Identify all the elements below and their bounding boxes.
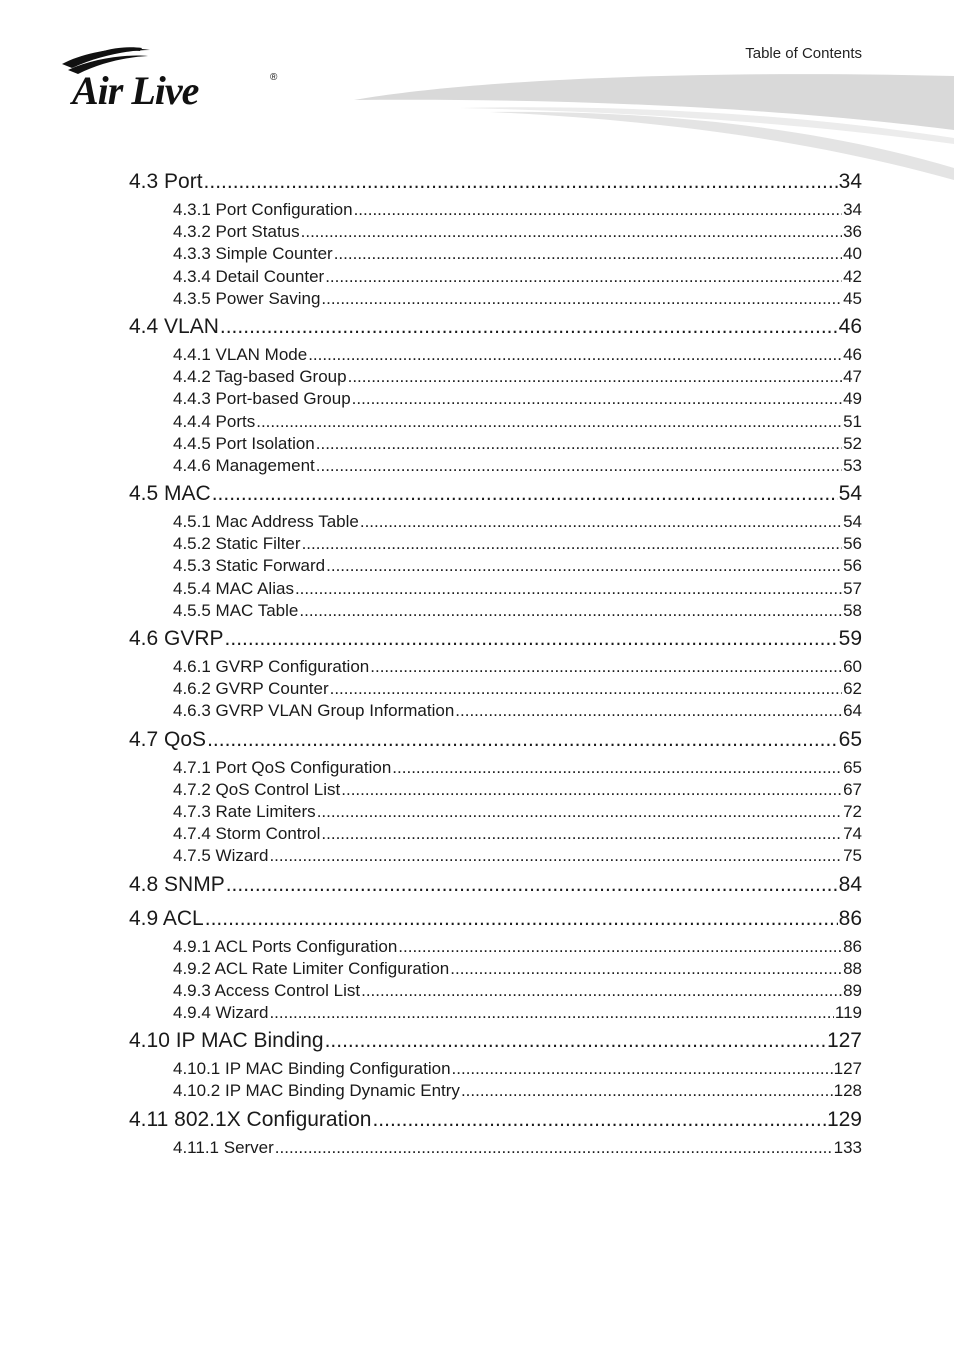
dot-leader bbox=[452, 1058, 833, 1080]
toc-page-number: 60 bbox=[843, 657, 862, 676]
dot-leader bbox=[316, 455, 842, 477]
dot-leader bbox=[256, 411, 842, 433]
dot-leader bbox=[269, 1002, 833, 1024]
toc-subsection-title: 4.3.3 Simple Counter bbox=[173, 244, 333, 264]
toc-section-entry[interactable] bbox=[129, 622, 862, 656]
toc-page-number: 89 bbox=[843, 980, 862, 1000]
toc-subsection-entry[interactable] bbox=[129, 221, 862, 243]
toc-section-entry[interactable] bbox=[129, 310, 862, 344]
toc-subsection-title: 4.4.2 Tag-based Group bbox=[173, 367, 347, 387]
toc-subsection-title: 4.3.1 Port Configuration bbox=[173, 200, 353, 219]
dot-leader bbox=[275, 1137, 833, 1159]
toc-section-title: 4.6 GVRP bbox=[129, 627, 224, 650]
toc-subsection-title: 4.5.3 Static Forward bbox=[173, 556, 326, 576]
toc-page-number: 88 bbox=[843, 958, 862, 978]
toc-section-title: 4.3 Port bbox=[129, 170, 203, 193]
toc-page-number: 40 bbox=[843, 244, 862, 264]
toc-subsection-entry[interactable] bbox=[129, 1002, 862, 1024]
table-of-contents bbox=[129, 165, 862, 1159]
toc-subsection-entry[interactable] bbox=[129, 555, 862, 577]
toc-page-number: 127 bbox=[833, 1059, 862, 1079]
dot-leader bbox=[321, 823, 842, 845]
toc-subsection-title: 4.4.4 Ports bbox=[173, 411, 256, 431]
toc-subsection-title: 4.6.3 GVRP VLAN Group Information bbox=[173, 701, 455, 721]
toc-page-number: 72 bbox=[843, 801, 862, 821]
toc-subsection-entry[interactable] bbox=[129, 757, 862, 779]
toc-subsection-entry[interactable] bbox=[129, 243, 862, 265]
toc-subsection-entry[interactable] bbox=[129, 199, 862, 221]
dot-leader bbox=[308, 344, 842, 366]
toc-subsection-entry[interactable] bbox=[129, 779, 862, 801]
toc-page-number: 58 bbox=[843, 600, 862, 620]
toc-page-number: 52 bbox=[843, 433, 862, 453]
toc-page-number: 84 bbox=[838, 872, 862, 896]
toc-subsection-title: 4.9.4 Wizard bbox=[173, 1003, 269, 1023]
dot-leader bbox=[361, 980, 842, 1002]
dot-leader bbox=[398, 936, 842, 958]
dot-leader bbox=[220, 310, 838, 344]
dot-leader bbox=[204, 165, 838, 199]
toc-subsection-entry[interactable] bbox=[129, 578, 862, 600]
dot-leader bbox=[301, 221, 842, 243]
toc-section-entry[interactable] bbox=[129, 723, 862, 757]
toc-subsection-title: 4.11.1 Server bbox=[173, 1137, 274, 1157]
toc-subsection-entry[interactable] bbox=[129, 700, 862, 722]
toc-subsection-title: 4.10.2 IP MAC Binding Dynamic Entry bbox=[173, 1081, 460, 1101]
dot-leader bbox=[334, 243, 842, 265]
toc-page-number: 56 bbox=[843, 534, 862, 554]
dot-leader bbox=[299, 600, 842, 622]
toc-subsection-entry[interactable] bbox=[129, 533, 862, 555]
toc-subsection-title: 4.10.1 IP MAC Binding Configuration bbox=[173, 1059, 451, 1079]
toc-subsection-entry[interactable] bbox=[129, 366, 862, 388]
toc-page-number: 54 bbox=[843, 512, 862, 532]
toc-subsection-entry[interactable] bbox=[129, 600, 862, 622]
toc-subsection-title: 4.5.2 Static Filter bbox=[173, 534, 301, 554]
dot-leader bbox=[352, 388, 842, 410]
dot-leader bbox=[212, 477, 838, 511]
dot-leader bbox=[348, 366, 842, 388]
toc-subsection-entry[interactable] bbox=[129, 511, 862, 533]
dot-leader bbox=[302, 533, 843, 555]
toc-page-number: 75 bbox=[843, 846, 862, 866]
toc-page-number: 64 bbox=[843, 701, 862, 721]
toc-section-title: 4.11 802.1X Configuration bbox=[129, 1107, 372, 1131]
dot-leader bbox=[321, 288, 842, 310]
toc-subsection-entry[interactable] bbox=[129, 455, 862, 477]
toc-subsection-title: 4.5.5 MAC Table bbox=[173, 600, 299, 620]
toc-section-entry[interactable] bbox=[129, 477, 862, 511]
dot-leader bbox=[372, 1103, 825, 1137]
toc-subsection-title: 4.4.1 VLAN Mode bbox=[173, 344, 308, 364]
toc-section-title: 4.10 IP MAC Binding bbox=[129, 1029, 324, 1053]
toc-subsection-title: 4.7.1 Port QoS Configuration bbox=[173, 757, 392, 777]
toc-section-entry[interactable] bbox=[129, 1103, 862, 1137]
toc-subsection-title: 4.3.4 Detail Counter bbox=[173, 266, 325, 286]
toc-subsection-entry[interactable] bbox=[129, 801, 862, 823]
toc-subsection-title: 4.9.3 Access Control List bbox=[173, 980, 361, 1000]
dot-leader bbox=[316, 433, 842, 455]
toc-page-number: 57 bbox=[843, 578, 862, 598]
toc-page-number: 67 bbox=[843, 779, 862, 799]
toc-subsection-entry[interactable] bbox=[129, 1058, 862, 1080]
toc-subsection-title: 4.7.2 QoS Control List bbox=[173, 779, 341, 799]
toc-subsection-entry[interactable] bbox=[129, 288, 862, 310]
dot-leader bbox=[317, 801, 842, 823]
toc-subsection-entry[interactable] bbox=[129, 1080, 862, 1102]
dot-leader bbox=[207, 723, 838, 757]
toc-page-number: 46 bbox=[843, 344, 862, 364]
toc-page-number: 119 bbox=[834, 1003, 862, 1023]
toc-page-number: 36 bbox=[843, 222, 862, 242]
toc-subsection-entry[interactable] bbox=[129, 1137, 862, 1159]
toc-subsection-title: 4.7.4 Storm Control bbox=[173, 824, 321, 844]
toc-subsection-title: 4.3.5 Power Saving bbox=[173, 288, 321, 308]
toc-page-number: 59 bbox=[838, 627, 862, 650]
dot-leader bbox=[325, 1024, 826, 1058]
toc-page-number: 133 bbox=[833, 1137, 862, 1157]
dot-leader bbox=[370, 656, 842, 678]
toc-subsection-entry[interactable] bbox=[129, 433, 862, 455]
toc-page-number: 54 bbox=[838, 482, 862, 506]
toc-subsection-title: 4.5.4 MAC Alias bbox=[173, 578, 294, 598]
toc-page-number: 46 bbox=[838, 314, 862, 338]
toc-subsection-entry[interactable] bbox=[129, 388, 862, 410]
toc-subsection-entry[interactable] bbox=[129, 344, 862, 366]
toc-page-number: 62 bbox=[843, 679, 862, 699]
toc-subsection-title: 4.6.1 GVRP Configuration bbox=[173, 657, 370, 676]
toc-page-number: 65 bbox=[843, 757, 862, 777]
toc-subsection-entry[interactable] bbox=[129, 936, 862, 958]
toc-subsection-entry[interactable] bbox=[129, 845, 862, 867]
dot-leader bbox=[455, 700, 842, 722]
toc-page-number: 47 bbox=[843, 367, 862, 387]
toc-page-number: 49 bbox=[843, 389, 862, 409]
svg-text:Air Live: Air Live bbox=[72, 68, 199, 110]
toc-subsection-title: 4.6.2 GVRP Counter bbox=[173, 679, 329, 699]
toc-subsection-title: 4.4.3 Port-based Group bbox=[173, 389, 351, 409]
toc-subsection-entry[interactable] bbox=[129, 656, 862, 678]
toc-section-title: 4.8 SNMP bbox=[129, 872, 225, 896]
toc-section-title: 4.7 QoS bbox=[129, 727, 207, 751]
toc-page-number: 42 bbox=[843, 266, 862, 286]
toc-page-number: 45 bbox=[843, 288, 862, 308]
toc-page-number: 127 bbox=[826, 1029, 862, 1053]
toc-page-number: 65 bbox=[838, 727, 862, 751]
running-header: Table of Contents bbox=[745, 45, 862, 62]
toc-page-number: 86 bbox=[843, 936, 862, 956]
svg-text:®: ® bbox=[270, 72, 278, 83]
dot-leader bbox=[392, 757, 842, 779]
dot-leader bbox=[205, 902, 838, 936]
toc-subsection-entry[interactable] bbox=[129, 266, 862, 288]
toc-subsection-entry[interactable] bbox=[129, 958, 862, 980]
toc-subsection-entry[interactable] bbox=[129, 980, 862, 1002]
toc-page-number: 128 bbox=[833, 1081, 862, 1101]
dot-leader bbox=[360, 511, 842, 533]
toc-section-entry[interactable] bbox=[129, 902, 862, 936]
toc-page-number: 86 bbox=[838, 906, 862, 930]
toc-section-entry[interactable] bbox=[129, 1024, 862, 1058]
toc-subsection-title: 4.9.2 ACL Rate Limiter Configuration bbox=[173, 958, 450, 978]
dot-leader bbox=[326, 555, 842, 577]
dot-leader bbox=[325, 266, 842, 288]
toc-subsection-entry[interactable] bbox=[129, 678, 862, 700]
toc-subsection-title: 4.4.5 Port Isolation bbox=[173, 433, 315, 453]
toc-section-entry[interactable] bbox=[129, 868, 862, 902]
dot-leader bbox=[269, 845, 842, 867]
toc-page-number: 53 bbox=[843, 455, 862, 475]
dot-leader bbox=[450, 958, 842, 980]
toc-page-number: 129 bbox=[826, 1107, 862, 1131]
toc-subsection-title: 4.7.3 Rate Limiters bbox=[173, 801, 316, 821]
dot-leader bbox=[341, 779, 842, 801]
airlive-logo bbox=[58, 44, 288, 110]
toc-section-title: 4.5 MAC bbox=[129, 482, 211, 506]
toc-section-title: 4.4 VLAN bbox=[129, 314, 219, 338]
dot-leader bbox=[225, 622, 838, 656]
dot-leader bbox=[295, 578, 842, 600]
toc-subsection-title: 4.7.5 Wizard bbox=[173, 846, 269, 866]
toc-section-entry[interactable] bbox=[129, 165, 862, 199]
toc-subsection-title: 4.5.1 Mac Address Table bbox=[173, 512, 359, 532]
toc-page-number: 74 bbox=[843, 824, 862, 844]
dot-leader bbox=[330, 678, 842, 700]
dot-leader bbox=[461, 1080, 833, 1102]
toc-subsection-title: 4.9.1 ACL Ports Configuration bbox=[173, 936, 398, 956]
dot-leader bbox=[226, 868, 838, 902]
toc-subsection-title: 4.3.2 Port Status bbox=[173, 222, 300, 242]
toc-page-number: 51 bbox=[843, 411, 862, 431]
toc-subsection-entry[interactable] bbox=[129, 411, 862, 433]
toc-section-title: 4.9 ACL bbox=[129, 906, 204, 930]
toc-subsection-entry[interactable] bbox=[129, 823, 862, 845]
toc-page-number: 34 bbox=[838, 170, 862, 193]
dot-leader bbox=[354, 199, 843, 221]
toc-page-number: 34 bbox=[843, 200, 862, 219]
toc-subsection-title: 4.4.6 Management bbox=[173, 455, 315, 475]
toc-page-number: 56 bbox=[843, 556, 862, 576]
